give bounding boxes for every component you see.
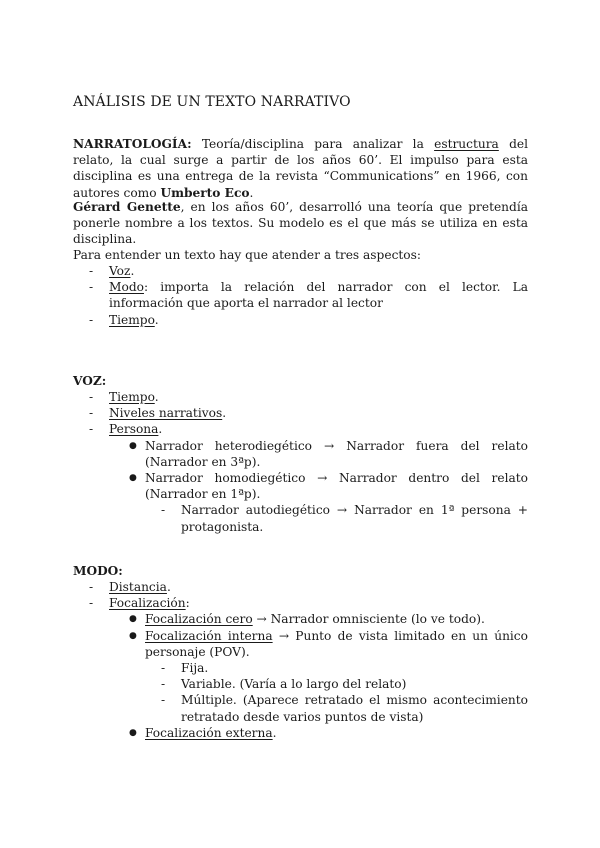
dash-marker: - [89, 264, 94, 278]
term-estructura: estructura [434, 137, 499, 151]
dash-marker: - [161, 693, 166, 708]
bullet-marker: ● [129, 727, 137, 738]
author-genette: Gérard Genette [73, 200, 181, 214]
modo-list [73, 579, 528, 741]
item-text: Variable. (Varía a lo largo del relato) [181, 677, 407, 692]
item-label: Persona [109, 422, 159, 437]
list-item: - Focalización: [73, 595, 528, 611]
dash-marker: - [89, 406, 94, 421]
list-item: - Voz. [73, 263, 528, 279]
bullet-marker: ● [129, 630, 137, 641]
list-item [73, 660, 528, 676]
item-label: Niveles narrativos [109, 406, 223, 421]
list-item: - Modo: importa la relación del narrador con el lector. La información que aporta el narrador al lector [73, 279, 528, 311]
item-label: Focalización [109, 596, 186, 611]
dash-marker: - [89, 596, 94, 611]
item-label: Tiempo [109, 312, 155, 327]
dash-marker: - [161, 661, 166, 676]
item-label: Focalización interna [145, 628, 273, 643]
item-text: Narrador autodiegético → Narrador en 1ª persona + protagonista. [181, 503, 528, 534]
item-label: Focalización cero [145, 612, 253, 627]
bullet-marker: ● [129, 473, 137, 484]
aspects-list [73, 263, 528, 328]
list-item [73, 438, 528, 470]
dash-marker: - [161, 503, 166, 518]
item-text: Fija. [181, 661, 209, 676]
dash-marker: - [89, 312, 94, 327]
text: del relato, la cual surge a partir de los años 60’. El impulso para esta disciplina es una entrega de la revista “Communications” en 1966, con autores como [73, 137, 528, 200]
voz-list [73, 389, 528, 535]
page-title: ANÁLISIS DE UN TEXTO NARRATIVO [73, 94, 351, 110]
list-item: - Tiempo. [73, 389, 528, 405]
dash-marker: - [89, 580, 94, 594]
dash-marker: - [89, 390, 94, 404]
list-item [73, 692, 528, 724]
section-heading-voz: VOZ: [73, 374, 107, 388]
list-item: ● Focalización cero → Narrador omnisciente (lo ve todo). [73, 611, 528, 627]
paragraph-aspects-intro: Para entender un texto hay que atender a tres aspectos: [73, 248, 421, 262]
bullet-marker: ● [129, 614, 137, 625]
text: , en los años 60’, desarrolló una teoría que pretendía ponerle nombre a los textos. Su modelo es el que más se utiliza en esta disciplina. [73, 200, 528, 247]
item-label: Tiempo [109, 390, 155, 404]
item-label: Distancia [109, 580, 167, 594]
list-item: ● Focalización externa. [73, 725, 528, 741]
item-label: Focalización externa [145, 725, 273, 740]
text: Teoría/disciplina para analizar la [191, 137, 435, 151]
list-item [73, 470, 528, 502]
section-heading-modo: MODO: [73, 564, 123, 578]
paragraph-narratologia [73, 136, 528, 201]
list-item: - Niveles narrativos. [73, 405, 528, 421]
item-label: Modo [109, 280, 144, 295]
list-item: - Tiempo. [73, 312, 528, 328]
bullet-marker: ● [129, 440, 137, 451]
author-eco: Umberto Eco [160, 185, 250, 200]
paragraph-genette [73, 199, 528, 248]
item-text: Narrador homodiegético → Narrador dentro del relato (Narrador en 1ªp). [145, 471, 528, 502]
text: . [249, 185, 254, 200]
list-item [73, 502, 528, 534]
dash-marker: - [89, 280, 94, 295]
list-item: - Persona. [73, 421, 528, 437]
term-narratologia: NARRATOLOGÍA: [73, 137, 192, 151]
item-text: Múltiple. (Aparece retratado el mismo acontecimiento retratado desde varios puntos de vista) [181, 693, 528, 724]
dash-marker: - [89, 422, 94, 437]
item-text: Narrador heterodiegético → Narrador fuera del relato (Narrador en 3ªp). [145, 438, 528, 469]
dash-marker: - [161, 677, 166, 692]
item-label: Voz [109, 264, 131, 278]
list-item: ● Focalización interna → Punto de vista limitado en un único personaje (POV). [73, 628, 528, 660]
list-item [73, 676, 528, 692]
list-item: - Distancia. [73, 579, 528, 595]
